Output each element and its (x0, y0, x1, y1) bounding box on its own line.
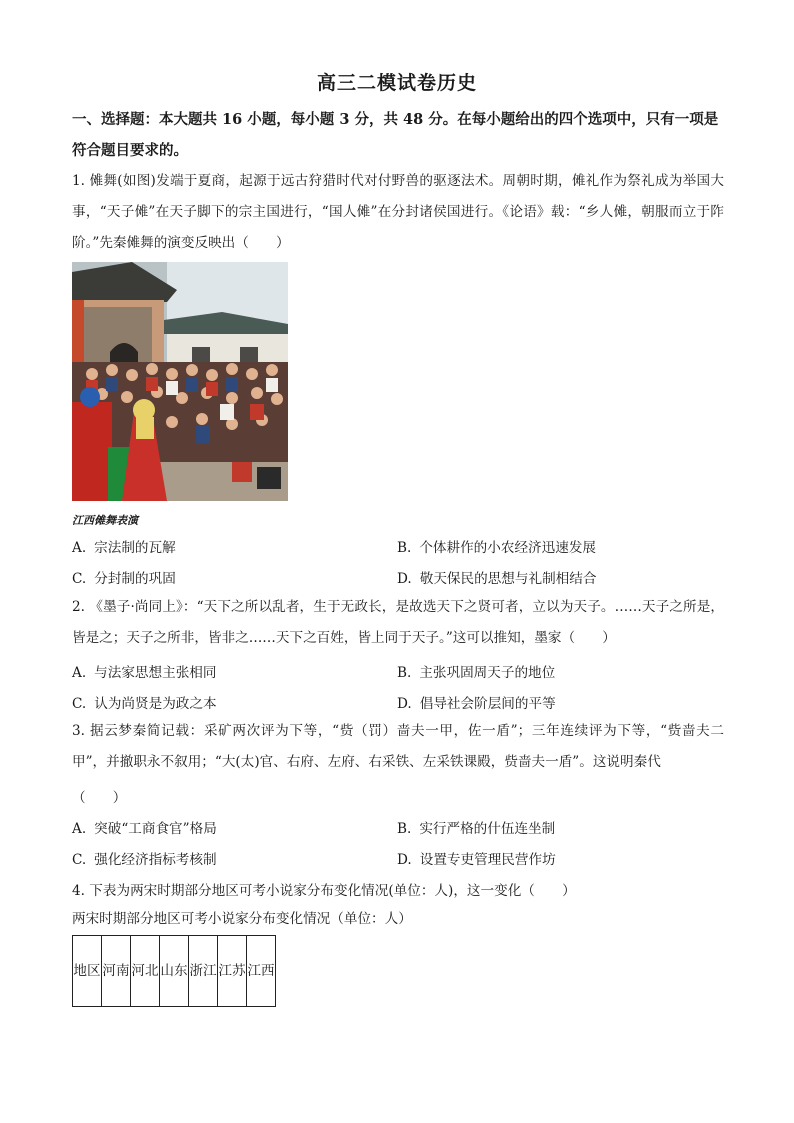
column-header: 江苏 (218, 936, 247, 1007)
option-key: C. (72, 571, 87, 587)
column-header: 江西 (247, 936, 276, 1007)
option-key: A. (72, 665, 87, 681)
option-key: D. (397, 852, 412, 868)
q2-option-c[interactable] (72, 692, 217, 712)
table-header-row (73, 936, 276, 1007)
q3-option-a[interactable] (72, 817, 217, 837)
q2-option-a[interactable] (72, 661, 216, 681)
question-4-stem: 4. 下表为两宋时期部分地区可考小说家分布变化情况(单位：人)，这一变化（ ） (72, 883, 576, 899)
option-key: C. (72, 696, 87, 712)
novelist-distribution-table (72, 935, 276, 1007)
option-text: 突破“工商食官”格局 (94, 821, 217, 837)
column-header: 浙江 (189, 936, 218, 1007)
option-text: 分封制的巩固 (94, 571, 176, 587)
question-1-stem: 1. 傩舞(如图)发端于夏商，起源于远古狩猎时代对付野兽的驱逐法术。周朝时期，傩礼作为祭礼成为举国大事，“天子傩”在天子脚下的宗主国进行，“国人傩”在分封诸侯国进行。《论语》载：“乡人傩，朝服而立于阼阶。”先秦傩舞的演变反映出（ ） (72, 173, 724, 251)
photo-caption: 江西傩舞表演 (72, 514, 138, 527)
q2-option-d[interactable] (397, 692, 556, 712)
option-key: A. (72, 540, 87, 556)
option-text: 实行严格的什伍连坐制 (419, 821, 556, 837)
option-key: B. (397, 665, 412, 681)
option-text: 个体耕作的小农经济迅速发展 (419, 540, 597, 556)
q3-option-b[interactable] (397, 817, 555, 837)
q1-option-c[interactable] (72, 567, 176, 587)
option-key: D. (397, 571, 412, 587)
column-header: 地区 (73, 936, 102, 1007)
option-key: D. (397, 696, 412, 712)
table-caption: 两宋时期部分地区可考小说家分布变化情况（单位：人） (72, 911, 412, 927)
column-header: 山东 (160, 936, 189, 1007)
option-text: 敬天保民的思想与礼制相结合 (419, 571, 597, 587)
nuo-dance-photo (72, 262, 288, 501)
option-key: B. (397, 821, 412, 837)
q3-option-d[interactable] (397, 848, 556, 868)
q1-option-d[interactable] (397, 567, 596, 587)
option-key: B. (397, 540, 412, 556)
option-key: A. (72, 821, 87, 837)
q2-option-b[interactable] (397, 661, 555, 681)
q3-option-c[interactable] (72, 848, 217, 868)
option-text: 与法家思想主张相同 (94, 665, 217, 681)
question-3-answer-blank: （ ） (72, 790, 127, 806)
option-text: 宗法制的瓦解 (94, 540, 176, 556)
option-key: C. (72, 852, 87, 868)
section-header: 一、选择题：本大题共 16 小题，每小题 3 分，共 48 分。在每小题给出的四个选项中，只有一项是符合题目要求的。 (72, 111, 719, 159)
option-text: 倡导社会阶层间的平等 (419, 696, 556, 712)
q1-option-b[interactable] (397, 536, 596, 556)
column-header: 河北 (131, 936, 160, 1007)
question-2-stem: 2. 《墨子·尚同上》：“天下之所以乱者，生于无政长，是故选天下之贤可者，立以为天子。……天子之所是，皆是之；天子之所非，皆非之……天下之百姓，皆上同于天子。”这可以推知，墨家（ ） (72, 599, 724, 646)
page-title: 高三二模试卷历史 (316, 72, 477, 94)
option-text: 主张巩固周天子的地位 (419, 665, 556, 681)
option-text: 设置专吏管理民营作坊 (419, 852, 556, 868)
option-text: 强化经济指标考核制 (94, 852, 217, 868)
question-3-stem: 3. 据云梦秦简记载：采矿两次评为下等，“赀（罚）啬夫一甲，佐一盾”；三年连续评为下等，“赀啬夫二甲”，并撤职永不叙用；“大(太)官、右府、左府、右采铁、左采铁课殿，赀啬夫一盾”。这说明秦代 (72, 723, 724, 770)
q1-option-a[interactable] (72, 536, 176, 556)
column-header: 河南 (102, 936, 131, 1007)
option-text: 认为尚贤是为政之本 (94, 696, 217, 712)
